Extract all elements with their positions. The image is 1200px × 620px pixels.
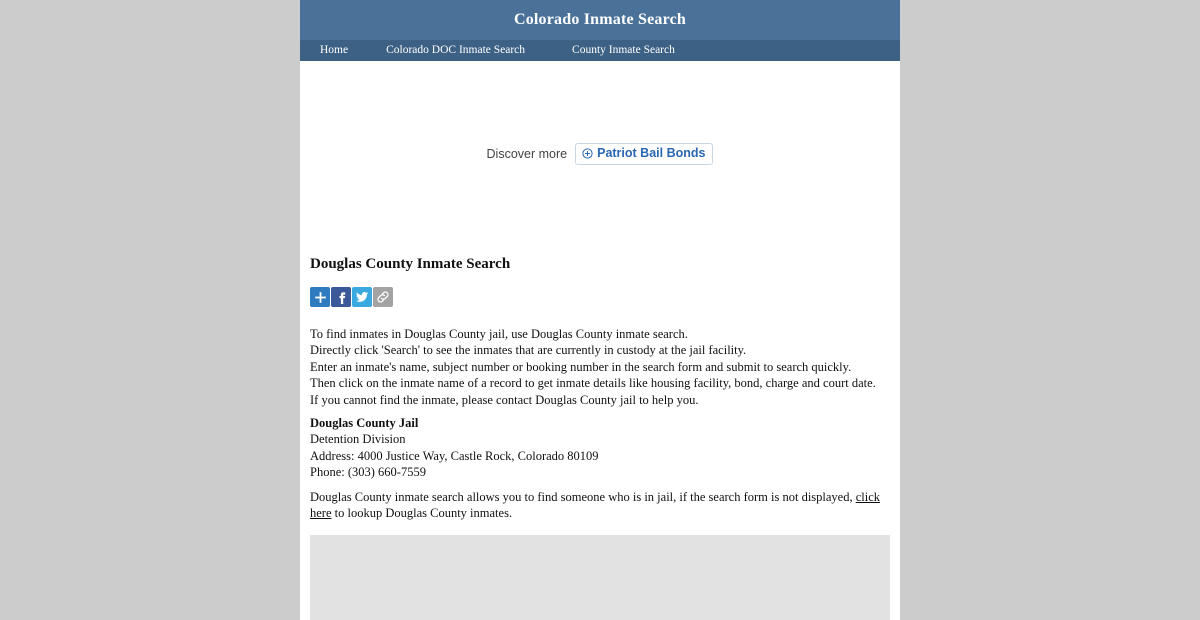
facility-division: Detention Division [310, 432, 406, 447]
inmate-search-embed[interactable] [310, 535, 890, 620]
main-content [300, 256, 900, 620]
facebook-share-icon[interactable] [331, 287, 351, 307]
discover-more-label: Discover more [486, 147, 568, 161]
nav-item-colorado-doc-inmate-search[interactable]: Colorado DOC Inmate Search [386, 44, 526, 56]
advertisement-slot [300, 61, 900, 256]
closing-text-before: Douglas County inmate search allows you to find someone who is in jail, if the search form is not displayed, [310, 489, 856, 504]
content-heading: Douglas County Inmate Search [310, 256, 511, 272]
main-navigation [300, 40, 900, 61]
facility-name: Douglas County Jail [310, 416, 419, 431]
info-circle-icon [582, 148, 593, 159]
facility-address: Address: 4000 Justice Way, Castle Rock, Colorado 80109 [310, 448, 599, 463]
share-buttons [310, 287, 890, 307]
copy-link-icon[interactable] [373, 287, 393, 307]
click-here-link[interactable]: click here [310, 489, 881, 521]
instruction-line-5: If you cannot find the inmate, please contact Douglas County jail to help you. [310, 392, 699, 407]
closing-paragraph [310, 489, 890, 523]
closing-text-after: to lookup Douglas County inmates. [331, 506, 513, 521]
page-title: Colorado Inmate Search [513, 11, 687, 28]
instruction-line-1: To find inmates in Douglas County jail, use Douglas County inmate search. [310, 327, 688, 341]
nav-item-county-inmate-search[interactable]: County Inmate Search [572, 44, 675, 56]
twitter-share-icon[interactable] [352, 287, 372, 307]
facility-phone: Phone: (303) 660-7559 [310, 465, 426, 480]
advertiser-name: Patriot Bail Bonds [597, 146, 706, 160]
discover-more-row [300, 143, 900, 165]
nav-item-home[interactable]: Home [320, 44, 349, 56]
addthis-share-icon[interactable] [310, 287, 330, 307]
instruction-line-4: Then click on the inmate name of a record to get inmate details like housing facility, bond, charge and court date. [310, 376, 876, 391]
instruction-line-2: Directly click 'Search' to see the inmates that are currently in custody at the jail facility. [310, 343, 747, 358]
site-container [300, 0, 900, 620]
instruction-line-3: Enter an inmate's name, subject number or booking number in the search form and submit to search quickly. [310, 359, 852, 374]
advertiser-chip[interactable] [575, 143, 713, 165]
site-header [300, 0, 900, 40]
